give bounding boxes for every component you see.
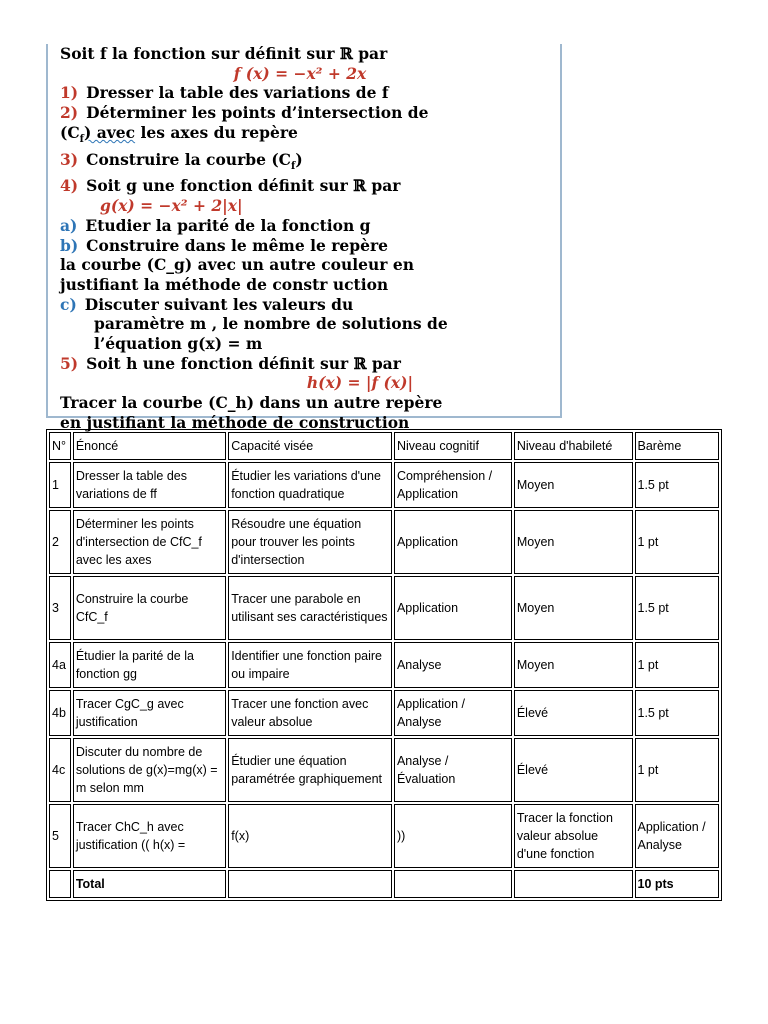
cell-skill-level: Élevé <box>514 690 633 736</box>
cell-skill-level: Moyen <box>514 462 633 508</box>
table-row <box>49 804 719 868</box>
cell-number: 3 <box>49 576 71 640</box>
cell-cognitive-level: Application <box>394 576 512 640</box>
table-row <box>49 462 719 508</box>
header-number: N° <box>49 432 71 460</box>
header-skill-level: Niveau d'habileté <box>514 432 633 460</box>
cell-capacity <box>228 870 392 898</box>
question-4: 4) Soit g une fonction définit sur ℝ par <box>60 176 401 196</box>
cell-capacity: f(x) <box>228 804 392 868</box>
question-1: 1) Dresser la table des variations de f <box>60 83 389 103</box>
table-row <box>49 738 719 802</box>
question-5: 5) Soit h une fonction définit sur ℝ par <box>60 353 401 373</box>
cell-statement: Discuter du nombre de solutions de g(x)=mg(x) = m selon mm <box>73 738 226 802</box>
cell-scale: Application / Analyse <box>635 804 720 868</box>
question-5-line-3: en justifiant la méthode de construction <box>60 412 410 432</box>
formula-g: g(x) = −x² + 2|x| <box>100 196 243 216</box>
table-row <box>49 642 719 688</box>
total-value: 10 pts <box>635 870 720 898</box>
exercise-line: Soit f la fonction sur définit sur ℝ par <box>60 44 388 63</box>
table-row <box>49 510 719 574</box>
cell-number: 2 <box>49 510 71 574</box>
cell-cognitive-level: )) <box>394 804 512 868</box>
total-label: Total <box>73 870 226 898</box>
question-4b-line-3: justifiant la méthode de constr uction <box>60 274 389 294</box>
cell-skill-level: Moyen <box>514 642 633 688</box>
cell-statement: Déterminer les points d'intersection de CfC_f avec les axes <box>73 510 226 574</box>
exercise-statement <box>46 44 562 432</box>
cell-capacity: Étudier une équation paramétrée graphiquement <box>228 738 392 802</box>
cell-scale: 1 pt <box>635 510 720 574</box>
question-4c: c) Discuter suivant les valeurs du <box>60 294 354 314</box>
question-4b: b) Construire dans le même le repère <box>60 235 388 255</box>
table-row <box>49 690 719 736</box>
cell-skill-level <box>514 870 633 898</box>
cell-cognitive-level: Application <box>394 510 512 574</box>
cell-statement: Étudier la parité de la fonction gg <box>73 642 226 688</box>
cell-scale: 1 pt <box>635 642 720 688</box>
question-4b-line-2: la courbe (C_g) avec un autre couleur en <box>60 255 414 275</box>
assessment-table <box>46 429 722 901</box>
cell-number: 4c <box>49 738 71 802</box>
cell-statement: Tracer CgC_g avec justification <box>73 690 226 736</box>
formula-f: f (x) = −x² + 2x <box>233 63 367 83</box>
cell-skill-level: Tracer la fonction valeur absolue d'une fonction <box>514 804 633 868</box>
cell-capacity: Étudier les variations d'une fonction quadratique <box>228 462 392 508</box>
cell-number: 4a <box>49 642 71 688</box>
header-cognitive-level: Niveau cognitif <box>394 432 512 460</box>
formula-h: h(x) = |f (x)| <box>306 373 414 393</box>
cell-capacity: Tracer une parabole en utilisant ses caractéristiques <box>228 576 392 640</box>
cell-cognitive-level: Compréhension / Application <box>394 462 512 508</box>
cell-scale: 1.5 pt <box>635 462 720 508</box>
cell-capacity: Résoudre une équation pour trouver les points d'intersection <box>228 510 392 574</box>
question-5-line-2: Tracer la courbe (C_h) dans un autre repère <box>60 393 443 413</box>
cell-scale: 1.5 pt <box>635 690 720 736</box>
cell-skill-level: Élevé <box>514 738 633 802</box>
header-capacity: Capacité visée <box>228 432 392 460</box>
cell-skill-level: Moyen <box>514 576 633 640</box>
cell-statement: Tracer ChC_h avec justification (( h(x) = <box>73 804 226 868</box>
cell-scale: 1 pt <box>635 738 720 802</box>
table-total-row <box>49 870 719 898</box>
header-statement: Énoncé <box>73 432 226 460</box>
cell-number: 1 <box>49 462 71 508</box>
question-4c-line-2: paramètre m , le nombre de solutions de <box>94 314 448 334</box>
cell-statement: Construire la courbe CfC_f <box>73 576 226 640</box>
question-4a: a) Etudier la parité de la fonction g <box>60 215 371 235</box>
question-2: 2) Déterminer les points d’intersection de <box>60 103 429 123</box>
cell-skill-level: Moyen <box>514 510 633 574</box>
question-2-continued: $(C_f)$ avec les axes du repère <box>60 122 298 145</box>
table-header-row <box>49 432 719 460</box>
cell-scale: 1.5 pt <box>635 576 720 640</box>
cell-number: 5 <box>49 804 71 868</box>
cell-cognitive-level: Analyse / Évaluation <box>394 738 512 802</box>
cell-number <box>49 870 71 898</box>
cell-statement: Dresser la table des variations de ff <box>73 462 226 508</box>
cell-number: 4b <box>49 690 71 736</box>
question-3: 3) Construire la courbe $(C_f)$ <box>60 149 303 172</box>
question-4c-line-3: l’équation g(x) = m <box>94 334 263 354</box>
cell-cognitive-level: Analyse <box>394 642 512 688</box>
cell-cognitive-level: Application / Analyse <box>394 690 512 736</box>
cell-cognitive-level <box>394 870 512 898</box>
header-scale: Barème <box>635 432 720 460</box>
cell-capacity: Identifier une fonction paire ou impaire <box>228 642 392 688</box>
table-row <box>49 576 719 640</box>
cell-capacity: Tracer une fonction avec valeur absolue <box>228 690 392 736</box>
